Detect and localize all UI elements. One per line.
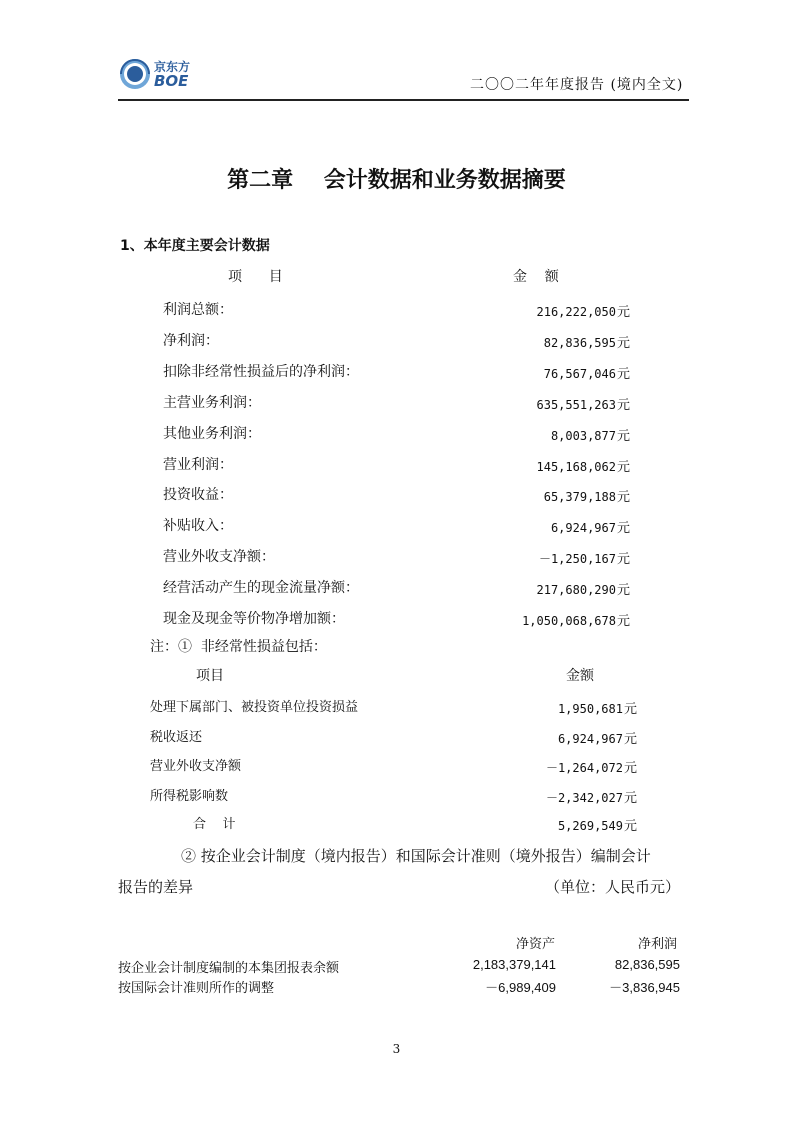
- unit-label: 元: [623, 819, 637, 834]
- unit-label: 元: [616, 583, 630, 598]
- table-row-amount: 1,050,068,678: [522, 614, 616, 628]
- unit-label: 元: [623, 702, 637, 717]
- column-header-amount: 金 额: [513, 269, 559, 285]
- note-row-value: [558, 698, 637, 717]
- table-row-amount: 6,924,967: [550, 521, 616, 535]
- unit-label: 元: [616, 305, 630, 320]
- unit-label: 元: [616, 429, 630, 444]
- note-total-value: [558, 815, 637, 834]
- table-row-amount: 65,379,188: [543, 490, 616, 504]
- unit-label: 元: [623, 791, 637, 806]
- chapter-title: 第二章 会计数据和业务数据摘要: [227, 168, 566, 193]
- unit-label: 元: [623, 761, 637, 776]
- table-row-label: 利润总额：: [163, 302, 233, 318]
- table-row-value: [544, 363, 630, 382]
- unit-label: 元: [616, 460, 630, 475]
- unit-label: 元: [623, 732, 637, 747]
- unit-label: 元: [616, 398, 630, 413]
- table-row-label: 营业利润：: [163, 457, 233, 473]
- table-row-label: 其他业务利润：: [163, 426, 261, 442]
- table-row-value: [544, 486, 630, 505]
- table-row-value: [537, 456, 631, 475]
- table-row-value: [544, 332, 630, 351]
- note-row-amount: －2,342,027: [545, 791, 623, 805]
- report-header-title: 二〇〇二年年度报告 (境内全文): [470, 77, 684, 93]
- note-row-label: 税收返还: [150, 730, 203, 745]
- table-row-amount: 82,836,595: [543, 336, 616, 350]
- table-row-value: [537, 394, 631, 413]
- table-row-amount: 145,168,062: [536, 460, 616, 474]
- page-number: 3: [392, 1042, 401, 1056]
- note-total-label: 合 计: [193, 817, 236, 832]
- header-divider: [118, 99, 689, 101]
- unit-label: 元: [616, 521, 630, 536]
- unit-label: 元: [616, 336, 630, 351]
- column-header-net-profit: 净利润: [638, 937, 678, 952]
- boe-logo: [118, 57, 198, 91]
- note-row-label: 处理下属部门、被投资单位投资损益: [150, 700, 359, 715]
- note-row-label: 营业外收支净额: [150, 759, 242, 774]
- logo-text-cn: 京东方: [154, 60, 191, 74]
- recon-row-net-assets: －6,989,409: [485, 980, 556, 995]
- table-row-amount: －1,250,167: [538, 552, 616, 566]
- note-row-value: [546, 787, 637, 806]
- table-row-label: 营业外收支净额：: [163, 549, 275, 565]
- table-row-value: [539, 548, 630, 567]
- note-title: 注：① 非经常性损益包括：: [150, 639, 327, 655]
- diff-paragraph-line2: 报告的差异: [118, 878, 194, 896]
- unit-label: 元: [616, 552, 630, 567]
- table-row-label: 补贴收入：: [163, 518, 233, 534]
- column-header-item: 项 目: [228, 269, 283, 285]
- unit-label: 元: [616, 490, 630, 505]
- recon-row-net-profit: 82,836,595: [614, 957, 680, 972]
- table-row-label: 现金及现金等价物净增加额：: [163, 611, 345, 627]
- recon-row-net-assets: 2,183,379,141: [472, 957, 556, 972]
- note-total-amount: 5,269,549: [557, 819, 623, 833]
- note-row-amount: －1,264,072: [545, 761, 623, 775]
- recon-row-label: 按企业会计制度编制的本集团报表余额: [118, 961, 340, 976]
- section-title: 1、本年度主要会计数据: [120, 238, 270, 254]
- table-row-value: [537, 579, 631, 598]
- boe-logo-icon: [118, 57, 152, 91]
- column-header-net-assets: 净资产: [516, 937, 556, 952]
- table-row-amount: 76,567,046: [543, 367, 616, 381]
- recon-row-label: 按国际会计准则所作的调整: [118, 981, 275, 996]
- note-row-amount: 6,924,967: [557, 732, 623, 746]
- table-row-amount: 217,680,290: [536, 583, 616, 597]
- diff-unit-note: （单位：人民币元）: [544, 878, 680, 896]
- table-row-label: 投资收益：: [163, 487, 233, 503]
- table-row-label: 扣除非经常性损益后的净利润：: [163, 364, 359, 380]
- table-row-label: 净利润：: [163, 333, 219, 349]
- note-column-header-item: 项目: [196, 668, 224, 684]
- unit-label: 元: [616, 367, 630, 382]
- diff-paragraph-line1: ② 按企业会计制度（境内报告）和国际会计准则（境外报告）编制会计: [181, 847, 651, 865]
- table-row-value: [551, 425, 630, 444]
- table-row-label: 主营业务利润：: [163, 395, 261, 411]
- table-row-value: [551, 517, 630, 536]
- table-row-amount: 216,222,050: [536, 305, 616, 319]
- table-row-value: [537, 301, 631, 320]
- note-row-value: [558, 728, 637, 747]
- unit-label: 元: [616, 614, 630, 629]
- table-row-label: 经营活动产生的现金流量净额：: [163, 580, 359, 596]
- note-column-header-amount: 金额: [566, 668, 594, 684]
- table-row-value: [522, 610, 630, 629]
- logo-text-en: BOE: [154, 72, 189, 90]
- note-row-label: 所得税影响数: [150, 789, 229, 804]
- note-row-value: [546, 757, 637, 776]
- table-row-amount: 635,551,263: [536, 398, 616, 412]
- recon-row-net-profit: －3,836,945: [609, 980, 680, 995]
- note-row-amount: 1,950,681: [557, 702, 623, 716]
- table-row-amount: 8,003,877: [550, 429, 616, 443]
